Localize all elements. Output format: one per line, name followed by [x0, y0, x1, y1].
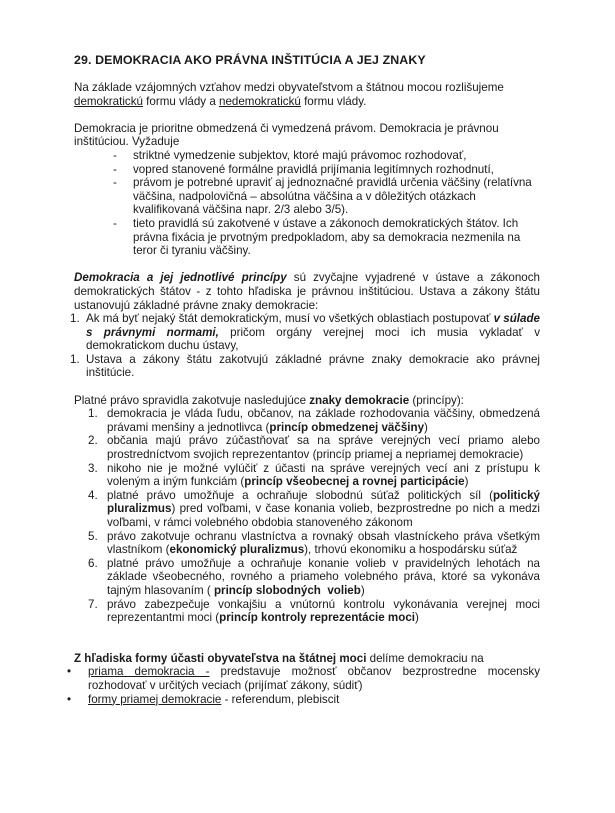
democracy-forms-bullet-list: [67, 665, 540, 706]
document-title: 29. DEMOKRACIA AKO PRÁVNA INŠTITÚCIA A JEJ ZNAKY: [74, 53, 426, 67]
text-segment: platné právo umožňuje a ochraňuje slobodnú súťaž politických síl (: [107, 488, 493, 502]
dash-marker: -: [113, 176, 117, 190]
numbered-item-text: [107, 407, 540, 434]
text-segment: predstavuje možnosť občanov bezprostredne mocensky rozhodovať v určitých veciach (prijímať zákony, súdiť): [88, 665, 540, 692]
numbered-list-item: [74, 407, 540, 434]
text-segment: delíme demokraciu na: [366, 651, 484, 665]
dash-item-text: tieto pravidlá sú zakotvené v ústave a zákonoch demokratických štátov. Ich právna fixácia je prvotným predpokladom, aby sa demokracia nezmenila na teror či tyraniu väčšiny.: [133, 216, 521, 258]
numbered-item-text: [107, 434, 540, 461]
numbered-item-text: [107, 489, 540, 530]
text-segment: priama demokracia -: [88, 665, 210, 679]
text-segment: formy priamej demokracie: [88, 692, 222, 706]
dash-list-item: [74, 163, 540, 177]
text-segment: platné právo umožňuje a ochraňuje konanie volieb v pravidelných lehotách na základe všeobecného, rovného a priameho volebného práva, ktoré sa vykonáva tajným hlasovaním (: [107, 556, 540, 597]
item-number: 3.: [88, 461, 98, 475]
principles-paragraph: [74, 271, 540, 312]
dash-marker: -: [113, 162, 117, 176]
numbered-item-text: [86, 353, 540, 380]
numbered-list-item: [74, 462, 540, 489]
text-segment: Platné právo spravidla zakotvuje nasledujúce: [74, 393, 310, 407]
text-segment: právo zabezpečuje vonkajšiu a vnútornú kontrolu vykonávania verejnej moci reprezentantmi moci (: [107, 597, 540, 625]
text-segment: demokracia je vláda ľudu, občanov, na základe rozhodovania väčšiny, obmedzená právami menšiny a jednotlivca (: [107, 407, 540, 434]
item-number: 1.: [70, 352, 80, 366]
text-segment: sú zvyčajne vyjadrené v ústave a zákonoch demokratických štátov - z tohto hľadiska je právnou inštitúciou. Ustava a zákony štátu ustanovujú základné právne znaky demokracie:: [74, 271, 540, 312]
item-number: 6.: [88, 556, 98, 570]
text-segment: princíp všeobecnej a rovnej participácie: [244, 475, 465, 489]
item-number: 1.: [70, 312, 80, 326]
text-segment: - referendum, plebiscit: [221, 692, 340, 706]
item-number: 7.: [88, 597, 98, 611]
text-segment: princíp obmedzenej väčšiny: [269, 420, 425, 434]
text-segment: Ak má byť nejaký štát demokratickým, musí vo všetkých oblastiach postupovať: [86, 312, 494, 326]
text-segment: ) pred voľbami, v čase konania volieb, bezprostredne po nich a medzi voľbami, v rámci volebného obdobia stanoveného zákonom: [107, 502, 540, 529]
text-segment: princíp kontroly reprezentácie moci: [219, 611, 415, 625]
dash-list-item: [74, 217, 540, 258]
dash-list-item: [74, 149, 540, 163]
text-segment: Na základe vzájomných vzťahov medzi obyvateľstvom a štátnou mocou rozlišujeme: [74, 81, 504, 94]
item-number: 4.: [88, 488, 98, 502]
numbered-list-item: [74, 598, 540, 625]
text-segment: v súlade s právnymi normami,: [86, 312, 540, 339]
intro-paragraph: [74, 81, 540, 108]
text-segment: ): [415, 611, 419, 625]
participation-heading: [74, 652, 540, 666]
democracy-features-numbered-list: [74, 407, 540, 625]
requirements-dash-list: [74, 149, 540, 258]
text-segment: formu vlády.: [300, 94, 367, 108]
text-segment: pričom orgány verejnej moci ich musia vykladať v demokratickom duchu ústavy,: [86, 325, 540, 353]
dash-item-text: právom je potrebné upraviť aj jednoznačné pravidlá určenia väčšiny (relatívna väčšina, nadpolovičná – absolútna väčšina a v dôležitých otázkach kvalifikovaná väčšina napr. 2/3 alebo 3/5).: [133, 176, 532, 217]
text-segment: princíp slobodných volieb: [213, 583, 361, 597]
numbered-list-item: [74, 489, 540, 530]
bullet-marker: •: [67, 665, 72, 679]
dash-marker: -: [113, 216, 117, 230]
numbered-list-item: [74, 434, 540, 461]
item-number: 1.: [88, 407, 98, 421]
dash-item-text: striktné vymedzenie subjektov, ktoré majú právomoc rozhodovať,: [133, 148, 467, 162]
bullet-list-item: [67, 693, 540, 707]
text-segment: nikoho nie je možné vylúčiť z účasti na správe verejných vecí ani z prístupu k voleným a iným funkciám (: [107, 461, 540, 489]
numbered-list-item: [74, 557, 540, 598]
dash-list-item: [74, 176, 540, 217]
dash-marker: -: [113, 148, 117, 162]
text-segment: demokratickú: [74, 94, 143, 108]
text-segment: ): [464, 475, 469, 489]
text-segment: nedemokratickú: [219, 94, 301, 108]
text-segment: Demokracia a jej jednotlivé princípy: [74, 271, 287, 285]
dash-item-text: vopred stanovené formálne pravidlá prijímania legitímnych rozhodnutí,: [133, 162, 494, 176]
document-content: [67, 0, 540, 706]
numbered-item-text: [86, 312, 540, 353]
text-segment: politický pluralizmus: [107, 488, 540, 516]
text-segment: právo zakotvuje ochranu vlastníctva a rovnaký obsah vlastníckeho práva všetkým vlastníkom (: [107, 529, 540, 557]
numbered-item-text: [107, 598, 540, 625]
text-segment: občania majú právo zúčastňovať sa na správe verejných vecí priamo alebo prostredníctvom svojich reprezentantov (princíp priamej a nepriamej demokracie): [107, 434, 540, 462]
bullet-item-text: [88, 693, 540, 707]
numbered-list-item: [70, 312, 540, 353]
numbered-item-text: [107, 557, 540, 598]
item-number: 5.: [88, 529, 98, 543]
text-segment: formu vlády a: [142, 94, 219, 108]
text-segment: (princípy):: [409, 393, 464, 407]
text-segment: Ustava a zákony štátu zakotvujú základné právne znaky demokracie ako právnej inštitúcie.: [86, 352, 540, 380]
text-segment: ekonomický pluralizmus: [169, 543, 305, 557]
valid-law-intro-paragraph: [74, 394, 540, 408]
numbered-item-text: [107, 462, 540, 489]
text-segment: ), trhovú ekonomiku a hospodársku súťaž: [304, 543, 518, 557]
bullet-item-text: [88, 665, 540, 692]
bullet-marker: •: [67, 692, 72, 706]
numbered-list-item: [74, 530, 540, 557]
numbered-item-text: [107, 530, 540, 557]
text-segment: znaky demokracie: [309, 393, 410, 407]
numbered-list-item: [70, 353, 540, 380]
item-number: 2.: [88, 434, 98, 448]
text-segment: Z hľadiska formy účasti obyvateľstva na štátnej moci: [74, 651, 367, 665]
bullet-list-item: [67, 665, 540, 692]
definition-paragraph: Demokracia je prioritne obmedzená či vymedzená právom. Demokracia je právnou inštitúciou. Vyžaduje: [74, 121, 499, 149]
text-segment: ): [424, 420, 428, 434]
text-segment: ): [360, 583, 365, 597]
legal-features-numbered-list: [70, 312, 540, 380]
